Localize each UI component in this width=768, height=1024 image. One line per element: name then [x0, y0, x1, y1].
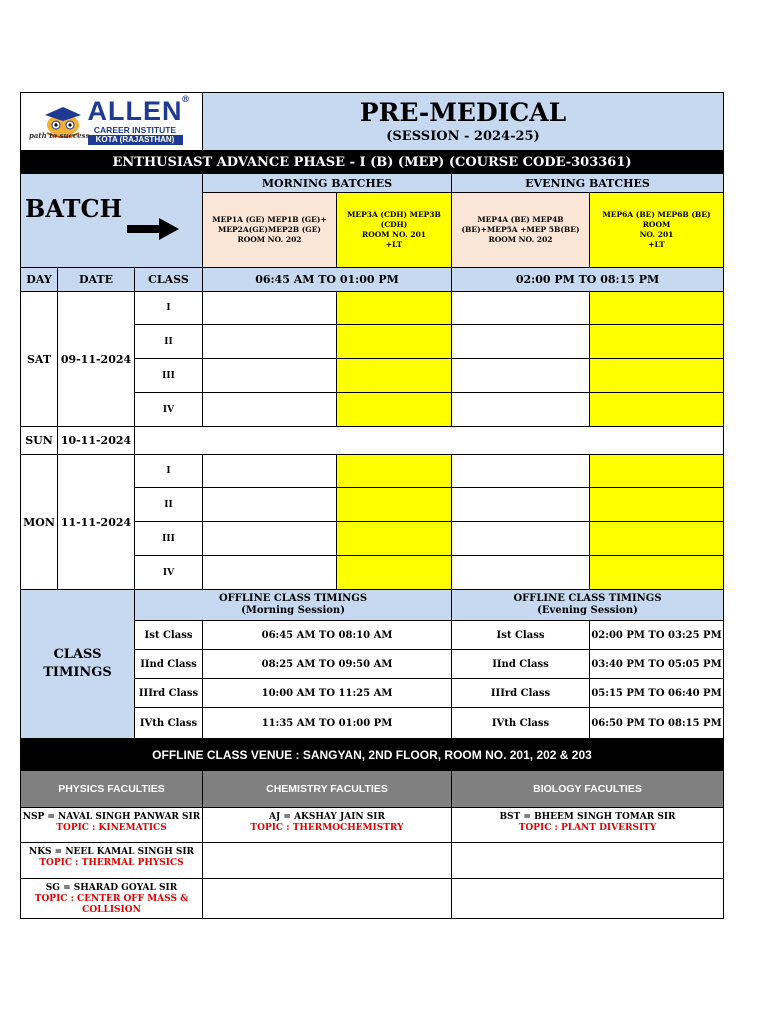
slot-cell [337, 359, 452, 393]
timetable-sheet [20, 92, 724, 919]
faculty-topic: TOPIC : PLANT DIVERSITY [518, 823, 657, 833]
slot-cell [337, 393, 452, 427]
slot-cell [590, 556, 724, 590]
col-date-header: DATE [58, 268, 135, 292]
faculty-name: BST = BHEEM SINGH TOMAR SIR [499, 812, 676, 822]
faculty-topic: TOPIC : CENTER OFF MASS & [34, 894, 189, 904]
batch-evening-1 [452, 193, 590, 268]
morning-time: 11:35 AM TO 01:00 PM [203, 708, 452, 739]
batch-line: ROOM NO. 202 [237, 235, 302, 244]
evening-timings-header-line2: (Evening Session) [537, 605, 638, 616]
class-timings-label-line1: CLASS [53, 647, 102, 662]
class-timings-label-line2: TIMINGS [43, 665, 112, 680]
class-number: III [135, 522, 203, 556]
slot-cell [590, 393, 724, 427]
slot-cell [337, 556, 452, 590]
biology-faculty-empty [452, 843, 724, 879]
slot-cell [590, 522, 724, 556]
slot-cell [452, 393, 590, 427]
batch-morning-2 [337, 193, 452, 268]
morning-time: 06:45 AM TO 08:10 AM [203, 621, 452, 650]
slot-cell [452, 325, 590, 359]
batch-line: MEP4A (BE) MEP4B [477, 215, 564, 224]
date-mon: 11-11-2024 [58, 455, 135, 590]
class-name: IInd Class [135, 650, 203, 679]
class-number: I [135, 292, 203, 325]
morning-timings-header-line1: OFFLINE CLASS TIMINGS [218, 593, 368, 604]
class-number: II [135, 488, 203, 522]
slot-cell [203, 325, 337, 359]
chemistry-faculty-empty [203, 843, 452, 879]
batch-line: NO. 201 [639, 230, 674, 239]
physics-faculty-2 [21, 843, 203, 879]
batch-line: MEP6A (BE) MEP6B (BE) ROOM [602, 210, 711, 229]
evening-time: 06:50 PM TO 08:15 PM [590, 708, 724, 739]
batch-morning-1 [203, 193, 337, 268]
evening-time: 03:40 PM TO 05:05 PM [590, 650, 724, 679]
slot-cell [452, 359, 590, 393]
class-name: Ist Class [452, 621, 590, 650]
col-day-header: DAY [21, 268, 58, 292]
class-number: IV [135, 556, 203, 590]
batch-label-cell [21, 174, 203, 268]
batch-line: MEP1A (GE) MEP1B (GE)+ [212, 215, 327, 224]
slot-cell [590, 455, 724, 488]
morning-batches-header: MORNING BATCHES [203, 174, 452, 193]
batch-line: MEP3A (CDH) MEP3B (CDH) [347, 210, 441, 229]
morning-time: 08:25 AM TO 09:50 AM [203, 650, 452, 679]
slot-cell [452, 455, 590, 488]
class-name: IIIrd Class [135, 679, 203, 708]
slot-cell [337, 292, 452, 325]
class-number: IV [135, 393, 203, 427]
chemistry-faculty-1 [203, 808, 452, 843]
venue-banner: OFFLINE CLASS VENUE : SANGYAN, 2ND FLOOR, ROOM NO. 201, 202 & 203 [21, 739, 724, 771]
day-sat: SAT [21, 292, 58, 427]
registered-mark: ® [181, 95, 190, 105]
day-sun: SUN [21, 427, 58, 455]
faculty-topic: TOPIC : KINEMATICS [56, 823, 167, 833]
slot-cell [337, 522, 452, 556]
class-name: IVth Class [452, 708, 590, 739]
batch-line: +LT [648, 240, 665, 249]
biology-faculty-1 [452, 808, 724, 843]
logo-cell [21, 93, 203, 151]
morning-time-header: 06:45 AM TO 01:00 PM [203, 268, 452, 292]
faculty-topic: TOPIC : THERMAL PHYSICS [39, 858, 184, 868]
class-name: Ist Class [135, 621, 203, 650]
sunday-empty-row [135, 427, 724, 455]
batch-label: BATCH [25, 194, 123, 223]
slot-cell [203, 556, 337, 590]
batch-line: (BE)+MEP5A +MEP 5B(BE) [461, 225, 580, 234]
date-sat: 09-11-2024 [58, 292, 135, 427]
morning-timings-header [135, 590, 452, 621]
slot-cell [590, 359, 724, 393]
chemistry-faculty-empty [203, 879, 452, 919]
slot-cell [203, 455, 337, 488]
evening-time-header: 02:00 PM TO 08:15 PM [452, 268, 724, 292]
evening-time: 05:15 PM TO 06:40 PM [590, 679, 724, 708]
slot-cell [590, 488, 724, 522]
morning-timings-header-line2: (Morning Session) [241, 605, 345, 616]
faculty-name: AJ = AKSHAY JAIN SIR [269, 812, 385, 822]
faculty-name: NSP = NAVAL SINGH PANWAR SIR [22, 812, 201, 822]
title-cell [203, 93, 724, 151]
logo-name: ALLEN [87, 96, 183, 126]
chemistry-faculties-header: CHEMISTRY FACULTIES [203, 771, 452, 808]
faculty-name: NKS = NEEL KAMAL SINGH SIR [28, 847, 195, 857]
slot-cell [203, 393, 337, 427]
evening-batches-header: EVENING BATCHES [452, 174, 724, 193]
batch-line: MEP2A(GE)MEP2B (GE) [218, 225, 321, 234]
slot-cell [203, 359, 337, 393]
col-class-header: CLASS [135, 268, 203, 292]
slot-cell [452, 292, 590, 325]
logo-subtitle: CAREER INSTITUTE [93, 125, 177, 135]
class-number: III [135, 359, 203, 393]
logo-tagline: path to success [29, 131, 90, 140]
class-number: I [135, 455, 203, 488]
batch-line: ROOM NO. 202 [488, 235, 553, 244]
batch-line: ROOM NO. 201 [361, 230, 427, 239]
slot-cell [452, 556, 590, 590]
evening-timings-header [452, 590, 724, 621]
batch-line: +LT [385, 240, 403, 249]
evening-time: 02:00 PM TO 03:25 PM [590, 621, 724, 650]
page-title: PRE-MEDICAL [359, 97, 567, 127]
class-name: IInd Class [452, 650, 590, 679]
biology-faculty-empty [452, 879, 724, 919]
class-name: IVth Class [135, 708, 203, 739]
class-number: II [135, 325, 203, 359]
physics-faculty-1 [21, 808, 203, 843]
faculty-topic-line2: COLLISION [82, 905, 141, 915]
faculty-topic: TOPIC : THERMOCHEMISTRY [250, 823, 404, 833]
slot-cell [203, 522, 337, 556]
class-timings-label [21, 590, 135, 739]
slot-cell [452, 488, 590, 522]
logo-city: KOTA (RAJASTHAN) [88, 135, 183, 145]
right-arrow-icon [127, 218, 179, 240]
physics-faculty-3 [21, 879, 203, 919]
slot-cell [590, 292, 724, 325]
date-sun: 10-11-2024 [58, 427, 135, 455]
slot-cell [590, 325, 724, 359]
faculty-name: SG = SHARAD GOYAL SIR [45, 883, 178, 893]
slot-cell [203, 488, 337, 522]
evening-timings-header-line1: OFFLINE CLASS TIMINGS [513, 593, 662, 604]
course-title: ENTHUSIAST ADVANCE PHASE - I (B) (MEP) (COURSE CODE-303361) [21, 151, 724, 174]
slot-cell [452, 522, 590, 556]
class-name: IIIrd Class [452, 679, 590, 708]
slot-cell [337, 325, 452, 359]
biology-faculties-header: BIOLOGY FACULTIES [452, 771, 724, 808]
slot-cell [337, 488, 452, 522]
slot-cell [337, 455, 452, 488]
physics-faculties-header: PHYSICS FACULTIES [21, 771, 203, 808]
batch-evening-2 [590, 193, 724, 268]
slot-cell [203, 292, 337, 325]
session-label: (SESSION - 2024-25) [386, 128, 540, 144]
day-mon: MON [21, 455, 58, 590]
morning-time: 10:00 AM TO 11:25 AM [203, 679, 452, 708]
